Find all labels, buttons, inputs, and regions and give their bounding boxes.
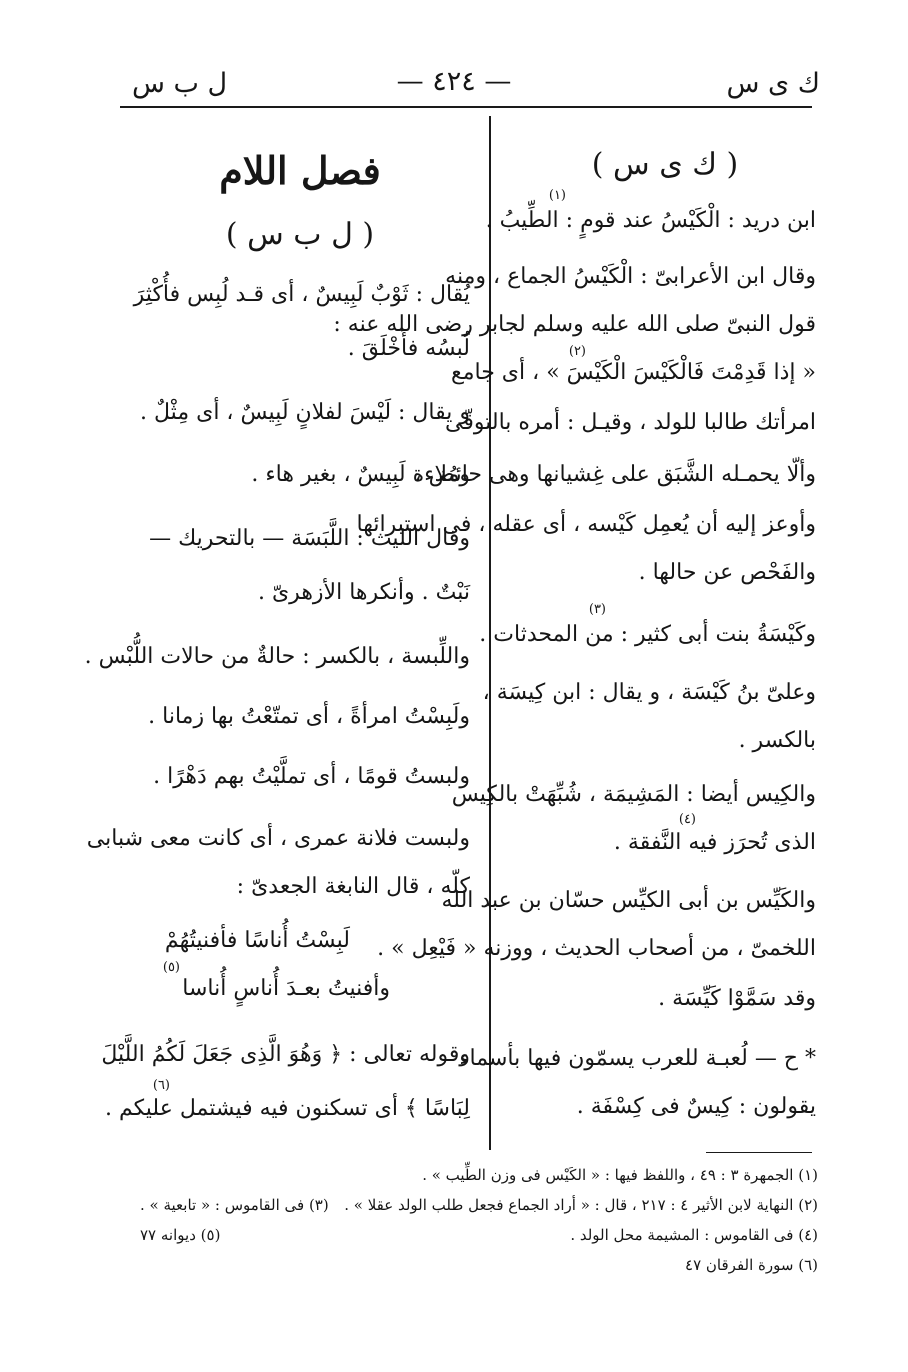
text-line: وقوله تعالى : ﴿ وَهُوَ الَّذِى جَعَلَ لَكُمُ اللَّيْلَ (101, 1042, 470, 1067)
text-line: الذى تُحرَز فيه النَّفقة . (613, 830, 816, 855)
text-line: لِبَاسًا ﴾ أى تسكنون فيه فيشتمل عليكم . (105, 1096, 470, 1121)
text-line: والكِيس أيضا : المَشِيمَة ، شُبِّهَتْ بالكِيس (451, 782, 816, 807)
text-line: « إذا قَدِمْتَ فَالْكَيْسَ الْكَيْسَ » ، أى جامع (451, 360, 816, 385)
text-line: ولَبِسْتُ امرأةً ، أى تمتّعْتُ بها زمانا . (148, 704, 470, 729)
text-line: لُبسُه فأَخْلَقَ . (347, 336, 470, 361)
text-line: اللخمىّ ، من أصحاب الحديث ، ووزنه « فَيْعِل » . (377, 936, 816, 961)
footnote: (٤) فى القاموس : المشيمة محل الولد . (570, 1226, 818, 1244)
footnote: (١) الجمهرة ٣ : ٤٩ ، واللفظ فيها : « الكَيْس فى وزن الطِّيب » . (422, 1166, 818, 1184)
text-line: واللِّبسة ، بالكسر : حالةٌ من حالات اللُّبْس . (84, 644, 470, 669)
running-header-root-left: ل ب س (132, 68, 228, 99)
running-header-root-right: ك ى س (726, 68, 820, 99)
footnote-rule (706, 1152, 812, 1153)
text-line: وأوعز إليه أن يُعمِل كَيْسه ، أى عقله ، فى استبرائها (356, 512, 816, 537)
footnote-marker: (٤) (678, 812, 696, 827)
entry-heading-kys: ( ك ى س ) (591, 147, 739, 182)
entry-heading-lbs: ( ل ب س ) (225, 217, 375, 252)
footnote-marker: (٥) (162, 960, 180, 975)
footnote-marker: (١) (548, 188, 566, 203)
footnote-marker: (٣) (588, 602, 606, 617)
text-line: نَبْتٌ . وأنكرها الأزهرىّ . (257, 580, 470, 605)
text-line: ابن دريد : الْكَيْسُ عند قومٍ : الطِّيبُ . (485, 208, 816, 233)
page-number: — ٤٢٤ — (396, 66, 512, 97)
text-line: يُقال : ثَوْبٌ لَبِيسٌ ، أى قـد لُبِس فأُكْثِرَ (133, 282, 470, 307)
section-title: فصل اللام (219, 148, 381, 193)
text-line: وكَيْسَةُ بنت أبى كثير : من المحدثات . (479, 622, 816, 647)
text-line: * ح — لُعبـة للعرب يسمّون فيها بأسماء (459, 1046, 816, 1071)
poem-line: وأفنيتُ بعـدَ أُناسٍ أُناسا (182, 976, 390, 1001)
text-line: قول النبىّ صلى الله عليه وسلم لجابر رضى الله عنه : (333, 312, 816, 337)
footnote-marker: (٢) (568, 344, 586, 359)
text-line: بالكسر . (738, 728, 816, 753)
text-line: ولبستُ قومًا ، أى تملَّيْتُ بهم دَهْرًا . (153, 764, 470, 789)
text-line: والفَحْص عن حالها . (638, 560, 816, 585)
footnote: (٢) النهاية لابن الأثير ٤ : ٢١٧ ، قال : « أراد الجماع فجعل طلب الولد عقلا » . (344, 1196, 818, 1214)
text-line: و يقال : لَيْسَ لفلانٍ لَبِيسٌ ، أى مِثْلٌ . (140, 400, 470, 425)
text-line: وقد سَمَّوْا كَيِّسَة . (658, 986, 816, 1011)
text-line: وقال ابن الأعرابىّ : الْكَيْسُ الجماع ، ومنه (445, 264, 816, 289)
text-line: كلّه ، قال النابغة الجعدىّ : (236, 874, 470, 899)
header-rule (120, 106, 812, 108)
footnote-marker: (٦) (152, 1078, 170, 1093)
text-line: امرأتك طالبا للولد ، وقيـل : أمره بالتوقّى (445, 410, 816, 435)
text-line: يقولون : كِيسٌ فى كِسْفَة . (576, 1094, 816, 1119)
footnote: (٣) فى القاموس : « تابعية » . (140, 1196, 329, 1214)
text-line: ومُلاءة لَبِيسٌ ، بغير هاء . (251, 462, 470, 487)
text-line: وألّا يحمـله الشَّبَق على غِشيانها وهى حائض ، (414, 462, 816, 487)
text-line: والكَيِّس بن أبى الكيِّس حسّان بن عبد الله (441, 888, 816, 913)
text-line: وقال الليث : اللَّبَسَة — بالتحريك — (149, 526, 470, 551)
footnote: (٥) ديوانه ٧٧ (140, 1226, 221, 1244)
text-line: ولبست فلانة عمرى ، أى كانت معى شبابى (86, 826, 470, 851)
footnote: (٦) سورة الفرقان ٤٧ (685, 1256, 818, 1274)
poem-line: لَبِسْتُ أُناسًا فأفنيتُهُمْ (164, 928, 350, 953)
text-line: وعلىّ بنُ كَيْسَة ، و يقال : ابن كِيسَة ، (482, 680, 816, 705)
